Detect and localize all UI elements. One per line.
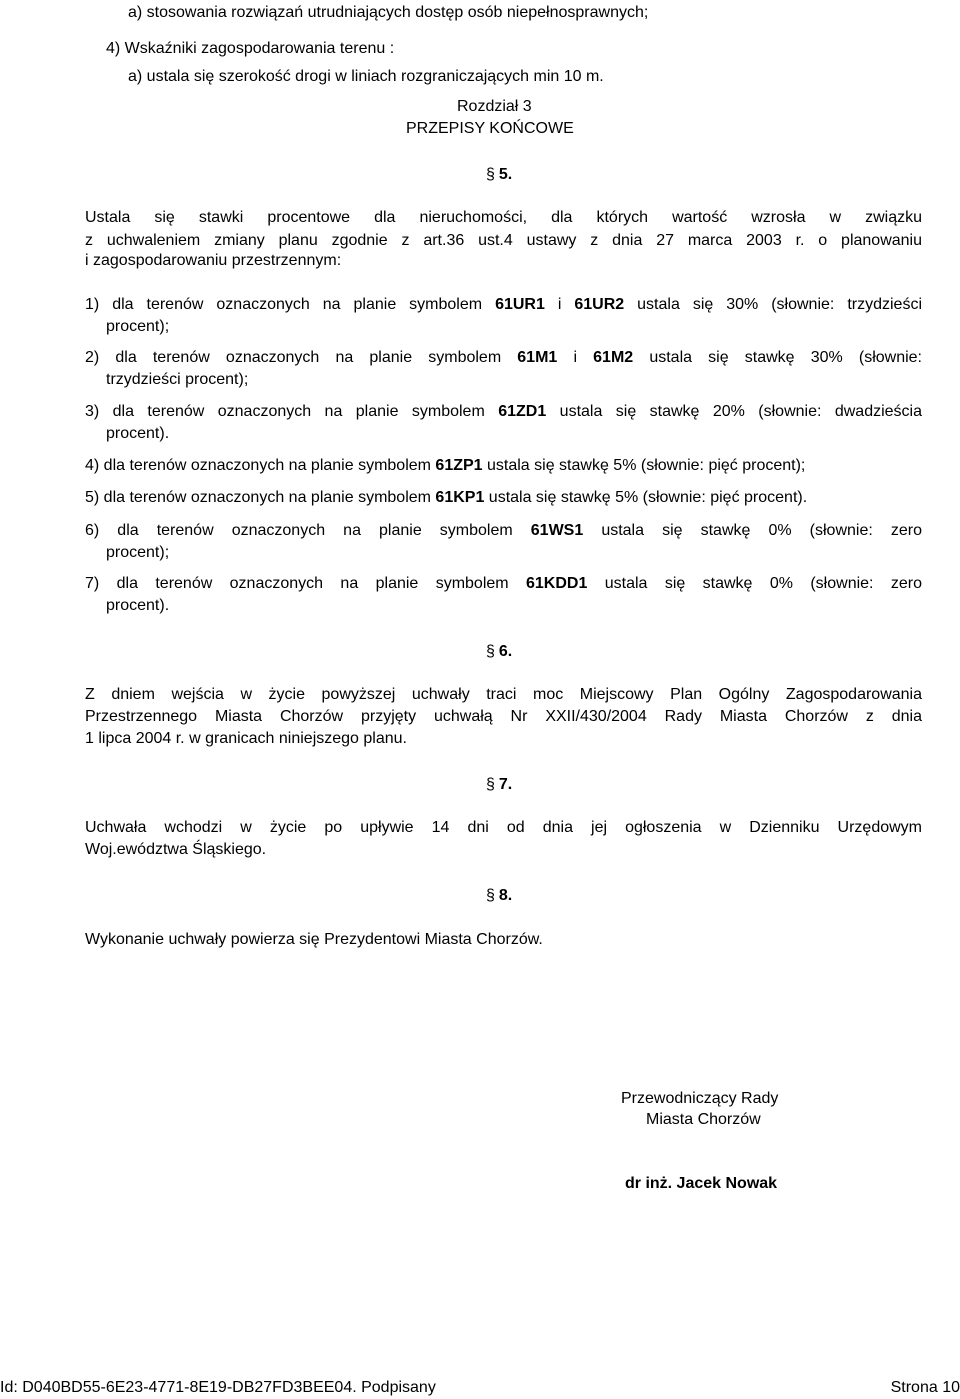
list-item-3-cont: procent). xyxy=(106,425,170,442)
section-6-line-1: Z dniem wejścia w życie powyższej uchwały traci moc Miejscowy Plan Ogólny Zagospodarowania xyxy=(85,686,922,703)
section-6-line-2: Przestrzennego Miasta Chorzów przyjęty uchwałą Nr XXII/430/2004 Rady Miasta Chorzów z dnia xyxy=(85,708,922,725)
list-item-2: 2) dla terenów oznaczonych na planie symbolem 61M1 i 61M2 ustala się stawkę 30% (słownie: xyxy=(85,349,922,366)
section-number: 8. xyxy=(498,887,513,904)
intro-line-1: a) stosowania rozwiązań utrudniających dostęp osób niepełnosprawnych; xyxy=(128,4,649,21)
section-5-para-line-2: z uchwaleniem zmiany planu zgodnie z art.36 ust.4 ustawy z dnia 27 marca 2003 r. o planowaniu xyxy=(85,232,922,249)
section-7-line-2: Woj.ewództwa Śląskiego. xyxy=(85,841,267,858)
list-item-3: 3) dla terenów oznaczonych na planie symbolem 61ZD1 ustala się stawkę 20% (słownie: dwadzieścia xyxy=(85,403,922,420)
section-5-para-line-1: Ustala się stawki procentowe dla nieruchomości, dla których wartość wzrosła w związku xyxy=(85,209,922,226)
section-number: 7. xyxy=(498,776,513,793)
chapter-subtitle: PRZEPISY KOŃCOWE xyxy=(406,120,574,137)
section-sign: § xyxy=(486,776,495,793)
list-item-7-cont: procent). xyxy=(106,597,170,614)
list-item-6: 6) dla terenów oznaczonych na planie symbolem 61WS1 ustala się stawkę 0% (słownie: zero xyxy=(85,522,922,539)
list-item-1-cont: procent); xyxy=(106,318,170,335)
list-item-7: 7) dla terenów oznaczonych na planie symbolem 61KDD1 ustala się stawkę 0% (słownie: zero xyxy=(85,575,922,592)
list-item-2-cont: trzydzieści procent); xyxy=(106,371,249,388)
signatory-name: dr inż. Jacek Nowak xyxy=(625,1175,778,1192)
section-6-line-3: 1 lipca 2004 r. w granicach niniejszego planu. xyxy=(85,730,407,747)
section-5-para-line-3: i zagospodarowaniu przestrzennym: xyxy=(85,252,342,269)
section-sign: § xyxy=(486,643,495,660)
list-item-1: 1) dla terenów oznaczonych na planie symbolem 61UR1 i 61UR2 ustala się 30% (słownie: trzydzieści xyxy=(85,296,922,313)
section-5-heading xyxy=(486,165,512,185)
chapter-title: Rozdział 3 xyxy=(457,98,532,115)
list-item-4: 4) dla terenów oznaczonych na planie symbolem 61ZP1 ustala się stawkę 5% (słownie: pięć procent); xyxy=(85,457,806,474)
list-item-6-cont: procent); xyxy=(106,544,170,561)
section-number: 5. xyxy=(498,166,513,183)
section-6-heading xyxy=(486,642,512,662)
list-item-5: 5) dla terenów oznaczonych na planie symbolem 61KP1 ustala się stawkę 5% (słownie: pięć procent). xyxy=(85,489,808,506)
section-number: 6. xyxy=(498,643,513,660)
section-8-line-1: Wykonanie uchwały powierza się Prezydentowi Miasta Chorzów. xyxy=(85,931,543,948)
section-sign: § xyxy=(486,166,495,183)
footer-page-number: Strona 10 xyxy=(890,1379,960,1396)
section-8-heading xyxy=(486,886,512,906)
section-7-heading xyxy=(486,775,512,795)
intro-line-2: 4) Wskaźniki zagospodarowania terenu : xyxy=(106,40,395,57)
signature-role-1: Przewodniczący Rady xyxy=(621,1090,779,1107)
signature-role-2: Miasta Chorzów xyxy=(646,1111,761,1128)
section-7-line-1: Uchwała wchodzi w życie po upływie 14 dni od dnia jej ogłoszenia w Dzienniku Urzędowym xyxy=(85,819,922,836)
section-sign: § xyxy=(486,887,495,904)
intro-line-3: a) ustala się szerokość drogi w liniach rozgraniczających min 10 m. xyxy=(128,68,604,85)
footer-document-id: Id: D040BD55-6E23-4771-8E19-DB27FD3BEE04. Podpisany xyxy=(0,1379,436,1396)
